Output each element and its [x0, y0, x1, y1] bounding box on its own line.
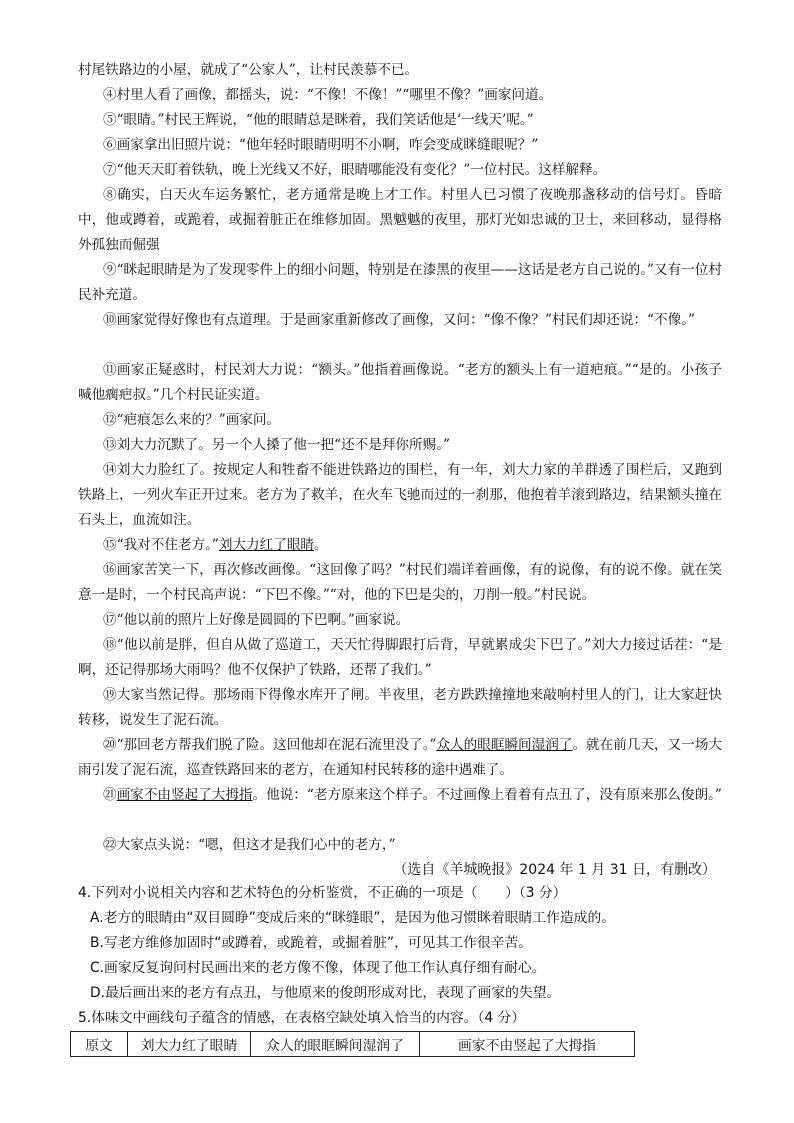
question-4-option-c: C.画家反复询问村民画出来的老方像不像，体现了他工作认真仔细有耐心。 — [90, 960, 546, 976]
answer-table — [70, 1031, 635, 1057]
paragraph-p19: ⑲大家当然记得。那场雨下得像水库开了闸。半夜里，老方跌跌撞撞地来敲响村里人的门，让大家赶快转移，说发生了泥石流。 — [78, 687, 722, 728]
source-citation: （选自《羊城晚报》2024 年 1 月 31 日，有删改） — [393, 862, 716, 878]
paragraph-p7: ⑦“他天天盯着铁轨，晚上光线又不好，眼睛哪能没有变化？”一位村民。这样解释。 — [103, 162, 607, 178]
table-cell-header: 原文 — [71, 1032, 128, 1057]
paragraph-p14: ⑭刘大力脸红了。按规定人和牲畜不能进铁路边的围栏，有一年，刘大力家的羊群透了围栏后，又跑到铁路上，一列火车正开过来。老方为了救羊，在火车飞驰而过的一刹那，他抱着羊滚到路边，结果额头撞在石头上，血流如注。 — [78, 462, 722, 528]
paragraph-p4: ④村里人看了画像，都摇头，说：“不像！不像！”“哪里不像？”画家问道。 — [103, 87, 553, 103]
question-5-stem: 5.体味文中画线句子蕴含的情感，在表格空缺处填入恰当的内容。（4 分） — [78, 1010, 526, 1026]
paragraph-p21: ㉑画家不由竖起了大拇指。他说：“老方原来这个样子。不过画像上看着有点丑了，没有原来那么俊朗。” — [103, 787, 722, 803]
paragraph-p15: ⑮“我对不住老方。”刘大力红了眼睛。 — [103, 537, 328, 553]
paragraph-p20: ⑳“那回老方帮我们脱了险。这回他却在泥石流里没了。”众人的眼眶瞬间湿润了。就在前几天，又一场大雨引发了泥石流，巡查铁路回来的老方，在通知村民转移的途中遇难了。 — [78, 737, 723, 778]
question-4-option-a: A.老方的眼睛由“双目圆睁”变成后来的“眯缝眼”，是因为他习惯眯着眼睛工作造成的。 — [90, 910, 616, 926]
table-cell-1: 刘大力红了眼睛 — [128, 1032, 251, 1057]
question-4-option-b: B.写老方维修加固时“或蹲着，或跪着，或掘着脏”，可见其工作很辛苦。 — [90, 935, 533, 951]
paragraph-p5: ⑤“眼睛。”村民王辉说，“他的眼睛总是眯着，我们笑话他是‘一线天’呢。” — [103, 112, 534, 128]
paragraph-p13: ⑬刘大力沉默了。另一个人搡了他一把“还不是拜你所赐。” — [103, 437, 450, 453]
table-cell-3: 画家不由竖起了大拇指 — [420, 1032, 635, 1057]
paragraph-p11: ⑪画家正疑惑时，村民刘大力说：“额头。”他指着画像说。“老方的额头上有一道疤痕。”“是的。小孩子喊他瘸疤叔。”几个村民证实道。 — [78, 362, 722, 403]
paragraph-p17: ⑰“他以前的照片上好像是圆圆的下巴啊。”画家说。 — [103, 612, 410, 628]
underlined-sentence: 众人的眼眶瞬间湿润了 — [436, 737, 573, 753]
paragraph-p0: 村尾铁路边的小屋，就成了“公家人”，让村民羡慕不已。 — [78, 62, 419, 78]
paragraph-p6: ⑥画家拿出旧照片说：“他年轻时眼睛明明不小啊，咋会变成眯缝眼呢？” — [103, 137, 539, 153]
paragraph-p8: ⑧确实，白天火车运务繁忙，老方通常是晚上才工作。村里人已习惯了夜晚那盏移动的信号灯。昏暗中，他或蹲着，或跪着，或掘着脏正在维修加固。黑魆魆的夜里，那灯光如忠诚的卫士，来回移动，显得格外孤独而倔强 — [78, 187, 722, 253]
underlined-sentence: 刘大力红了眼睛 — [218, 537, 315, 553]
paragraph-p22: ㉒大家点头说：“嗯，但这才是我们心中的老方，” — [103, 837, 396, 853]
paragraph-p9: ⑨“眯起眼睛是为了发现零件上的细小问题，特别是在漆黑的夜里——这话是老方自己说的。”又有一位村民补充道。 — [78, 262, 722, 303]
question-4-stem: 4.下列对小说相关内容和艺术特色的分析鉴赏，不正确的一项是（ ）（3 分） — [78, 885, 567, 901]
paragraph-p10: ⑩画家觉得好像也有点道理。于是画家重新修改了画像，又问：“像不像？”村民们却还说：“不像。” — [103, 312, 695, 328]
table-cell-2: 众人的眼眶瞬间湿润了 — [251, 1032, 420, 1057]
paragraph-p12: ⑫“疤痕怎么来的？”画家问。 — [103, 412, 281, 428]
paragraph-p16: ⑯画家苦笑一下，再次修改画像。“这回像了吗？”村民们端详着画像，有的说像，有的说不像。就在笑意一是时，一个村民高声说：“下巴不像。”“对，他的下巴是尖的，刀削一般。”村民说。 — [78, 562, 722, 603]
paragraph-p18: ⑱“他以前是胖，但自从做了巡道工，天天忙得脚跟打后背，早就累成尖下巴了。”刘大力接过话茬：“是啊，还记得那场大雨吗？他不仅保护了铁路，还帮了我们。” — [78, 637, 722, 678]
underlined-sentence: 画家不由竖起了大拇指 — [116, 787, 253, 803]
table-row — [71, 1032, 635, 1057]
question-4-option-d: D.最后画出来的老方有点丑，与他原来的俊朗形成对比，表现了画家的失望。 — [90, 985, 561, 1001]
